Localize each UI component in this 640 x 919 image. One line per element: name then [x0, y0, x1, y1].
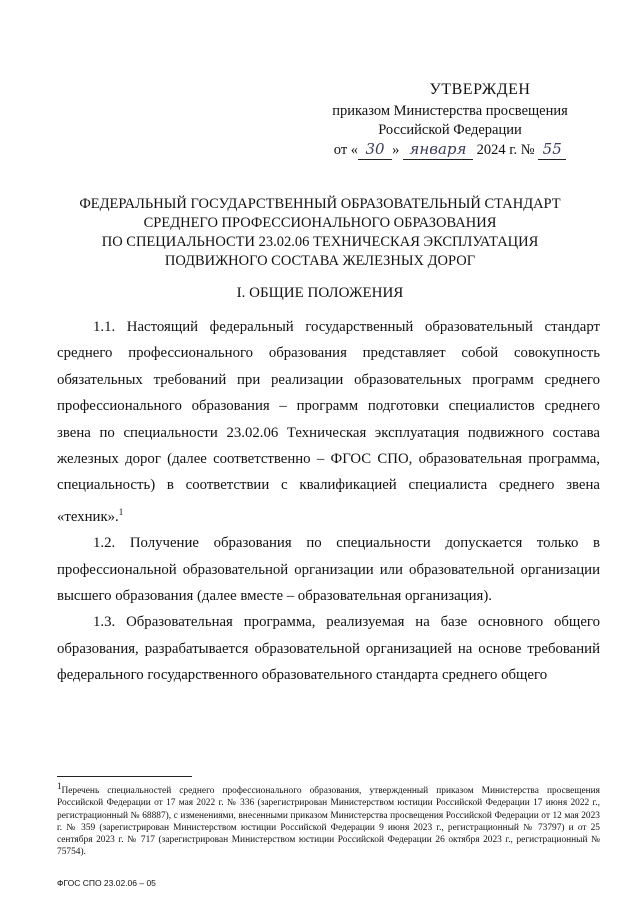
paragraph-1-3: 1.3. Образовательная программа, реализуемая на базе основного общего образования, разрабатывается образовательной организацией на основе требований федерального государственного образовательного стандарта среднего общего: [57, 614, 600, 684]
title-line-1: ФЕДЕРАЛЬНЫЙ ГОСУДАРСТВЕННЫЙ ОБРАЗОВАТЕЛЬНЫЙ СТАНДАРТ: [79, 196, 561, 212]
paragraph-1-2: 1.2. Получение образования по специальности допускается только в профессиональной образовательной организации или образовательной организации высшего образования (далее вместе – образовательная организация).: [57, 535, 600, 604]
approval-heading: УТВЕРЖДЕН: [429, 81, 531, 98]
approval-federation-line: Российской Федерации: [378, 122, 522, 138]
title-line-2: СРЕДНЕГО ПРОФЕССИОНАЛЬНОГО ОБРАЗОВАНИЯ: [143, 215, 497, 231]
footnote: [57, 780, 600, 858]
date-year: 2024 г. №: [476, 142, 535, 158]
approval-order-line: приказом Министерства просвещения: [332, 103, 568, 119]
date-month: января: [403, 140, 473, 160]
title-line-3: ПО СПЕЦИАЛЬНОСТИ 23.02.06 ТЕХНИЧЕСКАЯ ЭКСПЛУАТАЦИЯ: [101, 234, 539, 250]
approval-block: [300, 80, 600, 160]
document-title: [40, 195, 600, 271]
page-footer: ФГОС СПО 23.02.06 – 05: [57, 878, 156, 888]
footnote-ref: 1: [118, 506, 124, 517]
footnote-divider: [57, 776, 192, 777]
date-mid: »: [392, 142, 400, 158]
date-day: 30: [358, 140, 392, 160]
section-heading: I. ОБЩИЕ ПОЛОЖЕНИЯ: [236, 285, 404, 301]
footnote-marker: 1: [57, 781, 62, 791]
paragraph-1-1: 1.1. Настоящий федеральный государственный образовательный стандарт среднего профессионального образования представляет собой совокупность обязательных требований при реализации образовательных программ среднего профессионального образования – программ подготовки специалистов среднего звена по специальности 23.02.06 Техническая эксплуатация подвижного состава железных дорог (далее соответственно – ФГОС СПО, образовательная программа, специальность) в соответствии с квалификацией специалиста среднего звена «техник».$^1$: [57, 319, 600, 525]
date-prefix: от «: [333, 142, 359, 158]
footnote-text: Перечень специальностей среднего профессионального образования, утвержденный приказом Министерства просвещения Российской Федерации от 17 мая 2022 г. № 336 (зарегистрирован Министерством юстиции Российской Федерации 17 июня 2022 г., регистрационный № 68887), с изменениями, внесенными приказом Министерства просвещения Российской Федерации от 12 мая 2023 г. № 359 (зарегистрирован Министерством юстиции Российской Федерации 9 июня 2023 г., регистрационный № 73797) и от 25 сентября 2023 г. № 717 (зарегистрирован Министерством юстиции Российской Федерации 26 октября 2023 г., регистрационный № 75754).: [57, 786, 600, 858]
document-body: [57, 314, 600, 689]
title-line-4: ПОДВИЖНОГО СОСТАВА ЖЕЛЕЗНЫХ ДОРОГ: [164, 253, 476, 269]
order-number: 55: [538, 140, 566, 160]
approval-date-line: [300, 140, 600, 160]
